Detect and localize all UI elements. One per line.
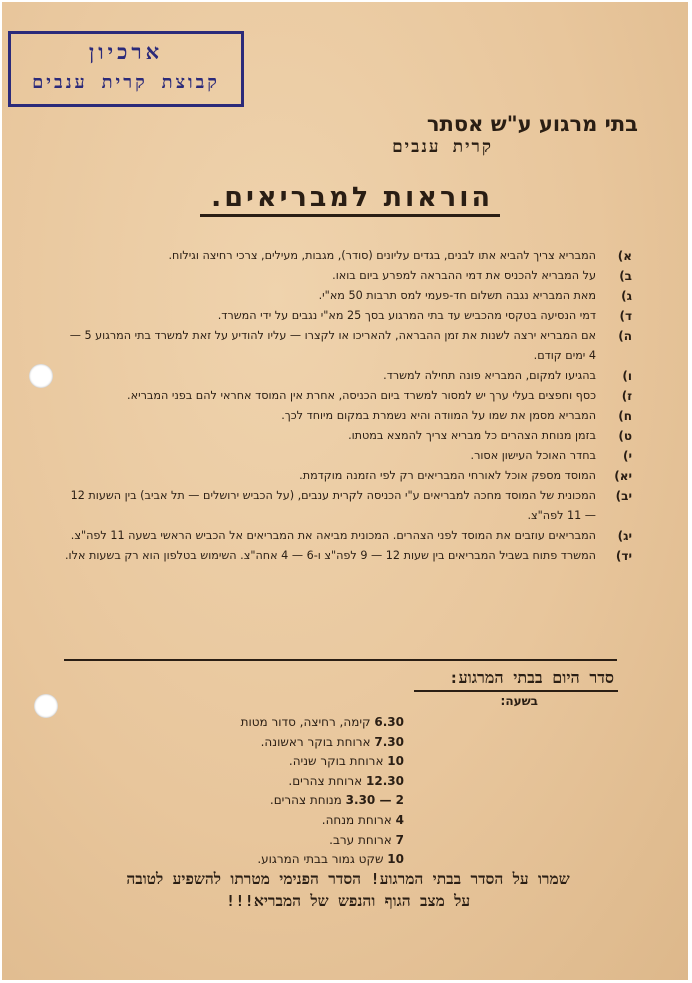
archive-stamp <box>8 31 244 107</box>
rule-label: ט) <box>618 429 632 443</box>
rule-label: ז) <box>621 389 632 403</box>
closing-notice-line-1: שמרו על הסדר בבתי המרגוע! הסדר הפנימי מטרתו להשפיע לטובה <box>126 870 570 888</box>
rule-label: יג) <box>617 529 632 543</box>
schedule-time: 2 — 3.30 <box>345 793 404 808</box>
rule-item <box>62 546 632 566</box>
schedule-activity: שקט גמור בבתי המרגוע. <box>257 852 384 867</box>
schedule-activity: ארוחת מנחה. <box>321 812 392 827</box>
schedule-activity: ארוחת בוקר ראשונה. <box>260 734 371 749</box>
rule-text: המוסד מספק אוכל לאורחי המבריאים רק לפי הזמנה מוקדמת. <box>299 469 596 482</box>
schedule-activity: ארוחת בוקר שניה. <box>288 754 384 769</box>
rule-item <box>62 406 632 426</box>
schedule-activity: מנוחת צהרים. <box>269 793 342 808</box>
rule-item <box>62 466 632 486</box>
rule-text: המבריא צריך להביא אתו לבנים, בגדים עליונים (סודר), מגבות, מעילים, צרכי רחיצה וגילוח. <box>168 249 596 262</box>
rule-label: יא) <box>614 469 632 483</box>
schedule-activity: ארוחת ערב. <box>329 832 392 847</box>
institution-location: קרית ענבים <box>392 137 493 157</box>
schedule-row <box>182 752 404 772</box>
rule-item <box>62 486 632 526</box>
rule-label: ב) <box>619 269 632 283</box>
schedule-time: 12.30 <box>366 773 404 788</box>
page-title: הוראות למבריאים. <box>210 182 494 213</box>
schedule-time: 7 <box>395 832 404 847</box>
schedule-title-underline <box>414 690 618 692</box>
schedule-time: 6.30 <box>374 715 404 729</box>
schedule-row <box>182 713 404 733</box>
section-divider <box>64 659 617 661</box>
rule-item <box>62 326 632 366</box>
rule-item <box>62 446 632 466</box>
closing-notice-line-2: על מצב הגוף והנפש של המבריא!!! <box>225 892 471 910</box>
rule-item <box>62 526 632 546</box>
schedule-time: 10 <box>387 852 404 867</box>
rule-text: על המבריא להכניס את דמי ההבראה למפרע ביום בואו. <box>332 269 596 282</box>
rule-item <box>62 286 632 306</box>
punch-hole-bottom <box>34 694 58 718</box>
schedule-activity: קימה, רחיצה, סדור מטות <box>240 715 371 729</box>
rules-list <box>62 246 632 566</box>
rule-label: ה) <box>618 329 632 343</box>
rule-label: י) <box>622 449 632 463</box>
rule-text: אם המבריא ירצה לשנות את זמן ההבראה, להאריכו או לקצרו — עליו להודיע על זאת למשרד בתי המרגוע 5 — 4 ימים קודם. <box>69 329 596 362</box>
schedule-time: 7.30 <box>374 734 404 749</box>
schedule-row <box>182 733 404 753</box>
rule-text: כסף וחפצים בעלי ערך יש למסור למשרד ביום הכניסה, אחרת אין המוסד אחראי להם בפני המבריא. <box>127 389 596 402</box>
rule-label: יד) <box>615 549 632 563</box>
schedule-subtitle: בשעה: <box>500 694 538 708</box>
schedule-list <box>182 713 404 870</box>
stamp-line-2: קבוצת קרית ענבים <box>32 72 220 93</box>
rule-text: בהגיעו למקום, המבריא פונה תחילה למשרד. <box>383 369 596 382</box>
schedule-title: סדר היום בבתי המרגוע: <box>448 668 614 687</box>
rule-item <box>62 306 632 326</box>
rule-item <box>62 366 632 386</box>
rule-label: ח) <box>618 409 632 423</box>
rule-text: בזמן מנוחת הצהרים כל מבריא צריך להמצא במטתו. <box>348 429 596 442</box>
rule-label: יב) <box>615 489 632 503</box>
rule-label: א) <box>617 249 632 263</box>
schedule-row <box>182 850 404 870</box>
rule-item <box>62 386 632 406</box>
schedule-row <box>182 791 404 811</box>
rule-text: המבריא מסמן את שמו על המוודה והיא נשמרת במקום מיוחד לכך. <box>281 409 596 422</box>
schedule-activity: ארוחת צהרים. <box>288 773 363 788</box>
rule-label: ג) <box>621 289 632 303</box>
rule-label: ד) <box>619 309 632 323</box>
document-page <box>2 2 688 980</box>
punch-hole-top <box>29 364 53 388</box>
schedule-row <box>182 831 404 851</box>
rule-item <box>62 426 632 446</box>
rule-text: המבריאים עוזבים את המוסד לפני הצהרים. המכונית מביאה את המבריאים אל הכביש הראשי בשעה 11 לפה"צ. <box>70 529 596 542</box>
closing-notice <box>72 868 624 912</box>
schedule-time: 10 <box>387 754 404 769</box>
stamp-line-1: ארכיון <box>88 40 164 64</box>
schedule-time: 4 <box>395 812 404 827</box>
institution-name: בתי מרגוע ע"ש אסתר <box>426 112 638 136</box>
rule-text: המשרד פתוח בשביל המבריאים בין שעות 12 — 9 לפה"צ ו-6 — 4 אחה"צ. השימוש בטלפון הוא רק בשעות אלו. <box>65 549 596 562</box>
rule-text: בחדר האוכל העישון אסור. <box>470 449 596 462</box>
rule-text: מאת המבריא נגבה תשלום חד-פעמי למס תרבות 50 מא"י. <box>318 289 596 302</box>
rule-item <box>62 246 632 266</box>
schedule-row <box>182 811 404 831</box>
title-underline <box>200 214 500 217</box>
rule-text: המכונית של המוסד מחכה למבריאים ע"י הכניסה לקרית ענבים, (על הכביש ירושלים — תל אביב) בין השעות 12 — 11 לפה"צ. <box>70 489 596 522</box>
rule-item <box>62 266 632 286</box>
rule-label: ו) <box>622 369 632 383</box>
rule-text: דמי הנסיעה בטקסי מהכביש עד בתי המרגוע בסך 25 מא"י נגבים על ידי המשרד. <box>217 309 596 322</box>
schedule-row <box>182 772 404 792</box>
